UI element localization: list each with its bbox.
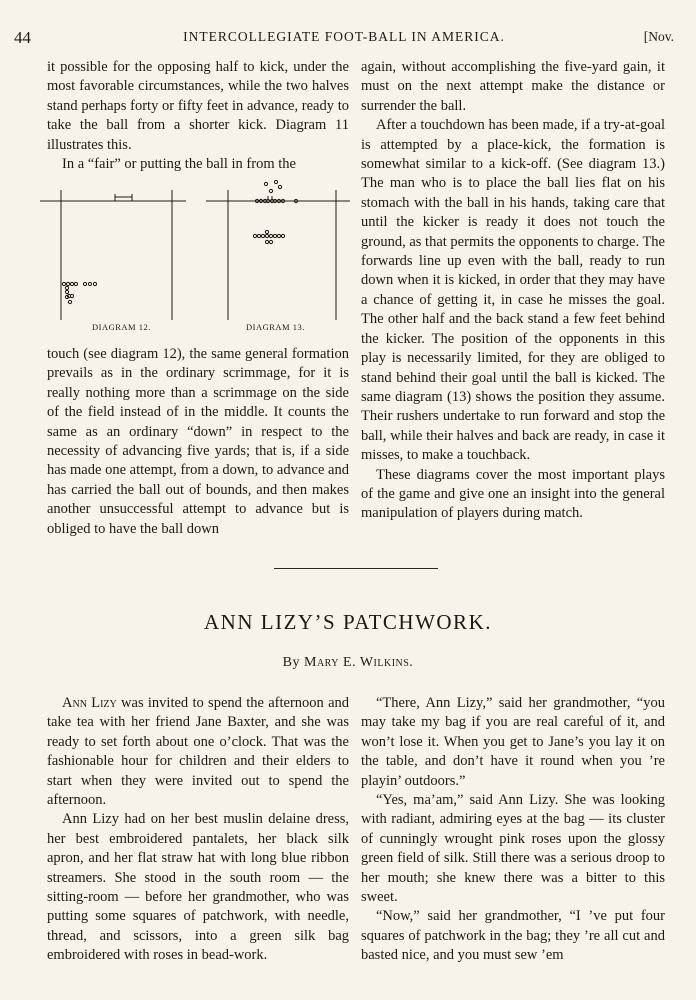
story-paragraph-text: was invited to spend the afternoon and take tea with her friend Jane Baxter, and she was ready to set forth about one o’clock. That was the fashionable hour for children and their elders to start when they were invited out to spend the afternoon.: [47, 695, 350, 809]
story-paragraph: “Now,” said her grandmother, “I ’ve put four squares of patchwork in the bag; they ’re all cut and basted nice, and you must sew ’em: [361, 908, 665, 964]
article-right-column: [361, 58, 665, 524]
story-byline: [0, 655, 696, 671]
story-paragraph: “Yes, ma’am,” said Ann Lizy. She was looking with radiant, admiring eyes at the bag — its cluster of cunningly wrought pink roses upon the glossy green field of silk. Still there was a serious droop to her mouth; she knew there was a bitter to this sweet.: [361, 792, 665, 906]
story-paragraph: Ann Lizy had on her best muslin delaine dress, her best embroidered pantalets, her black silk apron, and her flat straw hat with long blue ribbon streamers. She stood in the south room — the sitting-room — before her grandmother, who was putting some squares of patchwork, with needle, thread, and scissors, into a green silk bag embroidered with roses in bead-work.: [47, 811, 349, 964]
article-paragraph: In a “fair” or putting the ball in from the: [62, 156, 296, 173]
diagram-13-caption: DIAGRAM 13.: [246, 322, 305, 332]
article-left-column-top: [47, 58, 349, 174]
article-paragraph: again, without accomplishing the five-yard gain, it must on the next attempt make the distance or surrender the ball.: [361, 59, 665, 114]
byline-author: Mary E. Wilkins.: [304, 655, 414, 670]
story-paragraph: [47, 694, 349, 810]
running-head: [14, 28, 674, 50]
byline-by: By: [282, 655, 301, 670]
story-paragraph: “There, Ann Lizy,” said her grandmother, “you may take my bag if you are real careful of it, and won’t lose it. When you get to Jane’s you lay it on the table, and don’t have it round when you ’re playin’ outdoors.”: [361, 695, 665, 789]
story-title: ANN LIZY’S PATCHWORK.: [204, 610, 492, 634]
issue-marker: [Nov.: [643, 29, 674, 44]
running-title: INTERCOLLEGIATE FOOT-BALL IN AMERICA.: [183, 29, 505, 44]
article-paragraph: These diagrams cover the most important plays of the game and give one an insight into the general manipulation of players during match.: [361, 466, 665, 522]
football-diagrams: [40, 180, 352, 338]
section-divider: [274, 568, 438, 569]
page-number: 44: [14, 28, 31, 47]
story-right-column: [361, 694, 665, 966]
story-left-column: [47, 694, 349, 966]
article-paragraph: it possible for the opposing half to kick, under the most favorable circumstances, while the two halves stand perhaps forty or fifty feet in advance, ready to take the ball from a shorter kick. Diagram 11 illustrates this.: [47, 59, 349, 153]
article-paragraph: touch (see diagram 12), the same general formation prevails as in the ordinary scrimmage, for it is really nothing more than a scrimmage on the side of the field instead of in the middle. It counts the same as an ordinary “down” in respect to the necessity of advancing five yards; that is, if a side has made one attempt, from a down, to advance and has carried the ball out of bounds, and then makes another unsuccessful attempt to advance but is obliged to have the ball down: [47, 346, 349, 537]
diagram-12-caption: DIAGRAM 12.: [92, 322, 151, 332]
article-left-column-bottom: [47, 345, 349, 539]
story-lead-words: Ann Lizy: [62, 695, 117, 711]
diagram-12-13-figure: [40, 180, 352, 320]
article-paragraph: After a touchdown has been made, if a try-at-goal is attempted by a place-kick, the formation is somewhat similar to a kick-off. (See diagram 13.) The man who is to place the ball lies flat on his stomach with the ball in his hands, taking care that until the kicker is ready it does not touch the ground, as that permits the opponents to charge. The forwards line up even with the ball, ready to run down when it is kicked, in order that they may have a chance of getting it, in case he misses the goal. The other half and the back stand a few feet behind the kicker. The position of the opponents in this play is necessarily limited, for they are obliged to stand behind their goal until the ball is kicked. The same diagram (13) shows the position they assume. Their rushers undertake to run forward and stop the ball, while their halves and back are ready, in case it misses, to make a touchback.: [361, 117, 665, 464]
